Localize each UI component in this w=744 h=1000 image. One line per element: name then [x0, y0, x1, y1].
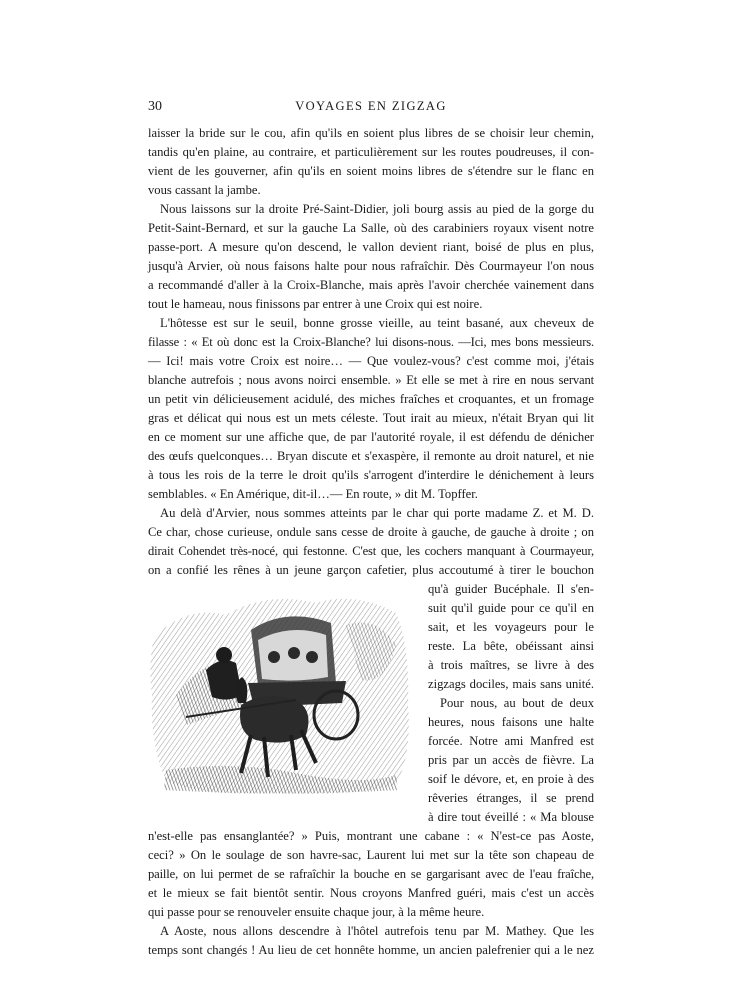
- text-line: reste. La bête, obéissant ainsi: [428, 639, 594, 653]
- text-line: temps sont changés ! Au lieu de cet honnête homme, un ancien palefrenier qui a le nez: [148, 943, 594, 957]
- text-line: Pour nous, au bout de deux: [440, 696, 594, 710]
- text-line: vient de les gouverner, afin qu'ils en soient moins libres de s'étendre sur le flanc en: [148, 164, 594, 178]
- text-line: passe-port. A mesure qu'on descend, le vallon devient riant, boisé de plus en plus,: [148, 240, 594, 254]
- text-line: blanche autrefois ; nous avons noirci ensemble. » Et elle se met à rire en nous servant: [148, 373, 594, 387]
- text-line: jusqu'à Arvier, où nous faisons halte pour nous rafraîchir. Dès Courmayeur l'on nous: [148, 259, 594, 273]
- text-line: n'est-elle pas ensanglantée? » Puis, montrant une cabane : « N'est-ce pas Aoste,: [148, 829, 594, 843]
- text-line: ceci? » On le soulage de son havre-sac, Laurent lui met sur la tête son chapeau de: [148, 848, 594, 862]
- engraving-illustration: [146, 585, 414, 798]
- text-line: sait, et les voyageurs pour le: [428, 620, 594, 634]
- text-line: Nous laissons sur la droite Pré-Saint-Didier, joli bourg assis au pied de la gorge du: [160, 202, 594, 216]
- running-header: [148, 99, 594, 119]
- text-line: laisser la bride sur le cou, afin qu'ils en soient plus libres de se choisir leur chemin,: [148, 126, 594, 140]
- text-line: à tous les rois de la terre le droit qu'ils s'arrogent d'interdire le dénichement à leurs: [148, 468, 594, 482]
- text-line: rêveries étranges, il se prend: [428, 791, 594, 805]
- text-line: zigzags dociles, mais sans unité.: [428, 677, 594, 691]
- text-line: A Aoste, nous allons descendre à l'hôtel autrefois tenu par M. Mathey. Que les: [160, 924, 594, 938]
- text-line: paille, on lui permet de se rafraîchir la bouche en se gargarisant avec de l'eau fraîche,: [148, 867, 594, 881]
- text-line: à dire tout éveillé : « Ma blouse: [428, 810, 594, 824]
- page-number: 30: [148, 99, 162, 114]
- text-line: et le mieux se fait bientôt sentir. Nous croyons Manfred guéri, mais c'est un accès: [148, 886, 594, 900]
- text-line: gras et délicat qui nous est un mets céleste. Tout irait au mieux, n'était Bryan qui lit: [148, 411, 594, 425]
- text-line: on a confié les rênes à un jeune garçon cafetier, plus accoutumé à tirer le bouchon: [148, 563, 594, 577]
- text-line: Petit-Saint-Bernard, et sur la gauche La Salle, où des carabiniers royaux visent notre: [148, 221, 594, 235]
- text-line: à trois maîtres, se livre à des: [428, 658, 594, 672]
- text-line: un petit vin délicieusement acidulé, des miches fraîches et croquantes, et un fromage: [148, 392, 594, 406]
- text-line: des œufs quelconques… Bryan discute et s'exaspère, il remonte au droit naturel, et nie: [148, 449, 594, 463]
- text-line: Ce char, chose curieuse, ondule sans cesse de droite à gauche, de gauche à droite ; on: [148, 525, 594, 539]
- text-line: vous cassant la jambe.: [148, 183, 261, 197]
- text-line: en ce moment sur une affiche que, de par l'autorité royale, il est défendu de dénicher: [148, 430, 594, 444]
- text-line: tandis qu'en plaine, au contraire, et particulièrement sur les routes poudreuses, il con-: [148, 145, 594, 159]
- text-line: forcée. Notre ami Manfred est: [428, 734, 594, 748]
- text-line: Au delà d'Arvier, nous sommes atteints par le char qui porte madame Z. et M. D.: [160, 506, 594, 520]
- text-line: suit qu'il guide pour ce qu'il en: [428, 601, 594, 615]
- text-line: soif le dévore, et, en proie à des: [428, 772, 594, 786]
- text-line: heures, nous faisons une halte: [428, 715, 594, 729]
- text-line: pris par un accès de fièvre. La: [428, 753, 594, 767]
- text-line: qui passe pour se renouveler ensuite chaque jour, à la même heure.: [148, 905, 485, 919]
- text-line: qu'à guider Bucéphale. Il s'en-: [428, 582, 594, 596]
- text-line: filasse : « Et où donc est la Croix-Blanche? lui disons-nous. —Ici, mes bons messieurs.: [148, 335, 594, 349]
- text-line: semblables. « En Amérique, dit-il…— En route, » dit M. Topffer.: [148, 487, 478, 501]
- text-line: — Ici! mais votre Croix est noire… — Que voulez-vous? c'est comme moi, j'étais: [148, 354, 594, 368]
- text-line: a recommandé d'aller à la Croix-Blanche, mais après l'avoir cherchée vainement dans: [148, 278, 594, 292]
- running-title: VOYAGES EN ZIGZAG: [295, 99, 447, 113]
- text-line: dirait Cohendet très-nocé, qui festonne. C'est que, les cochers manquant à Courmayeur,: [148, 544, 594, 558]
- text-line: tout le hameau, nous finissons par entrer à une Croix qui est noire.: [148, 297, 483, 311]
- text-line: L'hôtesse est sur le seuil, bonne grosse vieille, au teint basané, aux cheveux de: [160, 316, 594, 330]
